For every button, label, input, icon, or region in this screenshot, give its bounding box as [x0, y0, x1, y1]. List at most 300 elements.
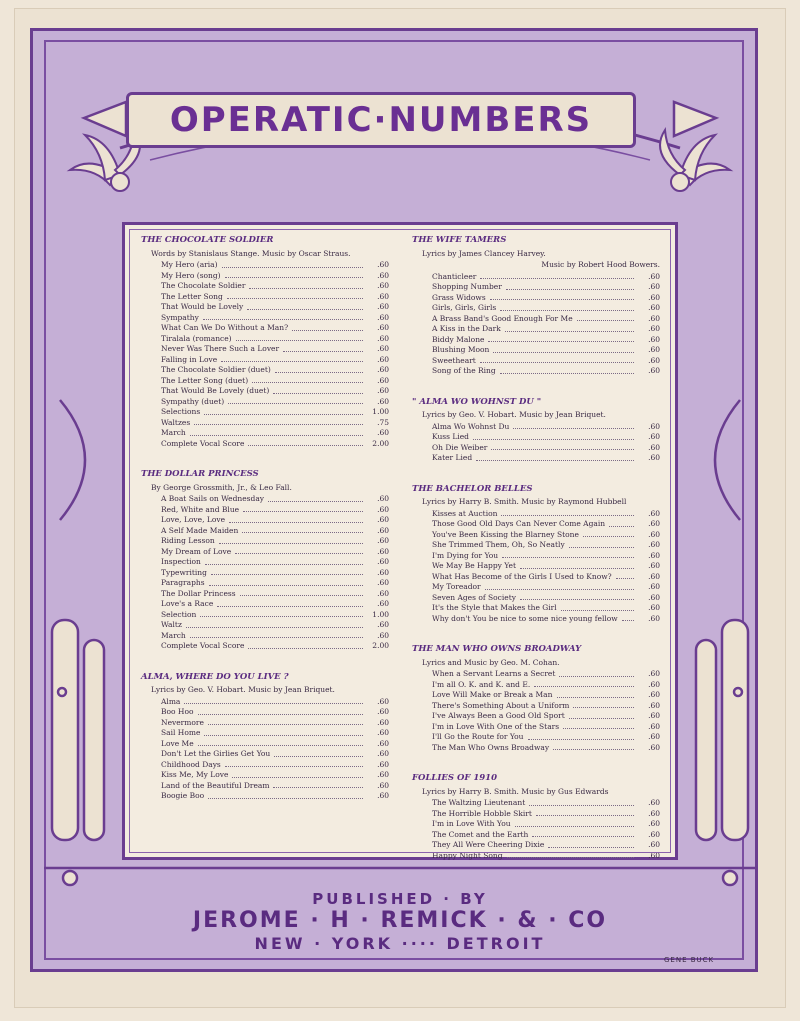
song-title: Red, White and Blue — [161, 504, 240, 514]
song-title: A Brass Band's Good Enough For Me — [432, 313, 573, 323]
song-price: .60 — [377, 759, 389, 769]
song-price: .60 — [377, 260, 389, 269]
song-title: Seven Ages of Society — [432, 592, 516, 602]
section-credit: Lyrics by James Clancey Harvey. — [422, 248, 546, 258]
dot-leader — [222, 260, 363, 268]
dot-leader — [490, 293, 634, 301]
dot-leader — [507, 851, 634, 859]
song-price: .60 — [377, 599, 389, 608]
song-title: The Waltzing Lieutenant — [432, 798, 526, 807]
song-row — [161, 578, 389, 589]
dot-leader — [520, 593, 634, 601]
song-price: 1.00 — [372, 407, 389, 416]
dot-leader — [190, 428, 363, 436]
song-row — [432, 453, 660, 464]
dot-leader — [225, 271, 363, 279]
song-row — [161, 791, 389, 802]
song-row — [432, 314, 660, 325]
song-price: .60 — [648, 292, 660, 302]
song-price: .60 — [648, 442, 660, 452]
song-price: 2.00 — [372, 438, 389, 448]
song-price: .60 — [648, 432, 660, 441]
song-price: .60 — [377, 291, 389, 301]
section-title: THE WIFE TAMERS — [412, 235, 507, 245]
song-row — [161, 281, 389, 292]
dot-leader — [204, 407, 363, 415]
song-row — [432, 722, 660, 733]
song-row — [161, 760, 389, 771]
song-row — [432, 701, 660, 712]
song-price: .60 — [377, 375, 389, 385]
song-title: Love, Love, Love — [161, 515, 226, 524]
dot-leader — [243, 505, 363, 513]
song-price: .60 — [648, 508, 660, 518]
song-title: What Has Become of the Girls I Used to Know? — [432, 571, 612, 581]
song-title: Sympathy — [161, 312, 199, 322]
publisher-cities: NEW · YORK ···· DETROIT — [254, 934, 546, 953]
song-row — [161, 697, 389, 708]
dot-leader — [502, 551, 634, 559]
song-row — [432, 432, 660, 443]
dot-leader — [273, 386, 363, 394]
song-price: .60 — [648, 529, 660, 539]
song-row — [432, 561, 660, 572]
song-title: Waltzes — [161, 417, 191, 427]
song-title: Oh Die Weiber — [432, 442, 488, 452]
song-title: The Dollar Princess — [161, 588, 236, 598]
song-title: Selection — [161, 609, 197, 619]
song-row — [161, 344, 389, 355]
song-row — [161, 557, 389, 568]
song-title: March — [161, 630, 186, 640]
song-price: .60 — [377, 302, 389, 311]
song-price: .60 — [648, 519, 660, 528]
song-row — [432, 614, 660, 625]
song-price: .60 — [377, 546, 389, 556]
song-row — [161, 494, 389, 505]
song-price: .60 — [648, 829, 660, 839]
song-title: Love's a Race — [161, 599, 214, 608]
section-title: THE BACHELOR BELLES — [412, 483, 533, 494]
song-row — [161, 407, 389, 418]
dot-leader — [515, 819, 634, 827]
dot-leader — [485, 582, 634, 590]
song-price: .60 — [377, 525, 389, 535]
dot-leader — [559, 669, 634, 677]
song-price: .60 — [648, 819, 660, 828]
song-title: I've Always Been a Good Old Sport — [432, 711, 565, 720]
dot-leader — [534, 680, 634, 688]
song-row — [432, 293, 660, 304]
song-row — [432, 303, 660, 314]
song-row — [432, 819, 660, 830]
song-row — [432, 443, 660, 454]
song-title: Kisses at Auction — [432, 508, 498, 518]
dot-leader — [557, 690, 635, 698]
song-price: .60 — [377, 515, 389, 524]
song-title: My Dream of Love — [161, 546, 232, 556]
song-title: Waltz — [161, 620, 182, 629]
dot-leader — [583, 530, 634, 538]
song-title: My Hero (song) — [161, 270, 221, 280]
song-title: The Letter Song (duet) — [161, 375, 249, 385]
dot-leader — [577, 314, 634, 322]
dot-leader — [292, 323, 363, 331]
song-price: .60 — [648, 679, 660, 689]
song-row — [161, 599, 389, 610]
dot-leader — [616, 572, 634, 580]
dot-leader — [569, 540, 634, 548]
section-title: THE CHOCOLATE SOLDIER — [141, 235, 274, 245]
song-row — [432, 335, 660, 346]
song-price: .60 — [648, 540, 660, 549]
song-title: Inspection — [161, 557, 201, 566]
section-credit: Lyrics by Geo. V. Hobart. Music by Jean Briquet. — [422, 410, 606, 419]
section-title: ALMA, WHERE DO YOU LIVE ? — [141, 671, 289, 682]
dot-leader — [553, 743, 634, 751]
song-title: The Chocolate Soldier (duet) — [161, 365, 271, 374]
song-title: There's Something About a Uniform — [432, 700, 570, 710]
dot-leader — [235, 547, 363, 555]
dot-leader — [232, 770, 363, 778]
song-row — [161, 386, 389, 397]
dot-leader — [480, 356, 634, 364]
song-title: Never Was There Such a Lover — [161, 344, 280, 353]
song-price: .60 — [648, 840, 660, 849]
dot-leader — [221, 355, 363, 363]
song-title: Selections — [161, 407, 201, 416]
song-row — [432, 732, 660, 743]
dot-leader — [236, 334, 363, 342]
section-credit: By George Grossmith, Jr., & Leo Fall. — [151, 482, 292, 492]
song-row — [161, 781, 389, 792]
song-row — [161, 313, 389, 324]
song-price: .60 — [377, 428, 389, 437]
title-plate — [126, 92, 636, 148]
song-row — [161, 515, 389, 526]
song-price: .60 — [377, 270, 389, 280]
song-row — [161, 770, 389, 781]
dot-leader — [501, 509, 634, 517]
song-price: .60 — [648, 334, 660, 344]
dot-leader — [273, 781, 363, 789]
dot-leader — [205, 557, 363, 565]
song-price: .60 — [377, 396, 389, 406]
song-title: Falling in Love — [161, 354, 218, 364]
song-title: Alma — [161, 696, 181, 706]
song-title: When a Servant Learns a Secret — [432, 669, 556, 678]
song-title: Tiralala (romance) — [161, 333, 232, 343]
song-row — [161, 418, 389, 429]
catalog-panel — [122, 222, 678, 860]
song-price: .60 — [377, 386, 389, 395]
left-column — [141, 235, 389, 802]
song-row — [161, 707, 389, 718]
song-price: .60 — [377, 333, 389, 343]
song-title: Those Good Old Days Can Never Come Again — [432, 519, 606, 528]
section-credit: Lyrics by Harry B. Smith. Music by Gus Edwards — [422, 786, 609, 796]
song-title: What Can We Do Without a Man? — [161, 323, 289, 332]
dot-leader — [500, 366, 634, 374]
song-title: She Trimmed Them, Oh, So Neatly — [432, 540, 565, 549]
dot-leader — [536, 809, 634, 817]
dot-leader — [268, 494, 363, 502]
song-price: .60 — [648, 850, 660, 860]
song-price: .60 — [377, 717, 389, 727]
song-title: The Letter Song — [161, 291, 223, 301]
dot-leader — [249, 281, 363, 289]
song-row — [432, 345, 660, 356]
song-price: .60 — [648, 324, 660, 333]
song-row — [161, 589, 389, 600]
song-title: Paragraphs — [161, 578, 205, 587]
dot-leader — [203, 313, 363, 321]
dot-leader — [275, 365, 363, 373]
section-title: " ALMA WO WOHNST DU " — [412, 396, 542, 407]
song-price: .60 — [648, 421, 660, 431]
song-row — [161, 428, 389, 439]
song-price: .60 — [377, 354, 389, 364]
song-price: .60 — [648, 808, 660, 818]
dot-leader — [622, 614, 634, 622]
dot-leader — [569, 711, 634, 719]
song-title: Chanticleer — [432, 271, 477, 281]
dot-leader — [208, 791, 363, 799]
song-row — [432, 711, 660, 722]
dot-leader — [217, 599, 363, 607]
song-price: .60 — [648, 592, 660, 602]
song-price: .60 — [648, 282, 660, 291]
song-title: I'm Dying for You — [432, 550, 499, 560]
song-title: Nevermore — [161, 717, 204, 727]
song-row — [432, 366, 660, 377]
song-price: .60 — [648, 561, 660, 570]
song-price: .60 — [377, 344, 389, 353]
song-price: .60 — [377, 312, 389, 322]
publisher-name: JEROME · H · REMICK · & · CO — [192, 908, 608, 933]
song-title: We May Be Happy Yet — [432, 561, 517, 570]
song-title: Biddy Malone — [432, 334, 485, 344]
song-title: Kuss Lied — [432, 432, 469, 441]
song-row — [432, 669, 660, 680]
song-row — [432, 809, 660, 820]
song-title: Why don't You be nice to some nice young fellow — [432, 613, 618, 623]
song-row — [432, 540, 660, 551]
dot-leader — [184, 697, 363, 705]
song-title: A Self Made Maiden — [161, 525, 239, 535]
song-price: .60 — [648, 582, 660, 591]
song-title: Complete Vocal Score — [161, 641, 245, 650]
song-row — [161, 526, 389, 537]
song-price: .60 — [648, 313, 660, 323]
song-row — [161, 271, 389, 282]
song-title: That Would Be Lovely (duet) — [161, 386, 270, 395]
song-row — [432, 272, 660, 283]
dot-leader — [198, 739, 363, 747]
song-price: .60 — [648, 271, 660, 281]
song-price: .75 — [377, 417, 389, 427]
dot-leader — [488, 335, 634, 343]
song-price: .60 — [377, 791, 389, 800]
dot-leader — [473, 432, 634, 440]
song-row — [432, 743, 660, 754]
song-title: The Comet and the Earth — [432, 829, 529, 839]
song-row — [161, 610, 389, 621]
song-title: You've Been Kissing the Blarney Stone — [432, 529, 579, 539]
song-row — [432, 603, 660, 614]
song-title: March — [161, 428, 186, 437]
song-row — [161, 365, 389, 376]
song-price: .60 — [377, 620, 389, 629]
song-price: .60 — [648, 690, 660, 699]
song-title: Boogie Boo — [161, 791, 205, 800]
song-title: Childhood Days — [161, 759, 221, 769]
song-row — [432, 593, 660, 604]
song-price: .60 — [648, 453, 660, 462]
song-title: Grass Widows — [432, 292, 486, 302]
song-row — [432, 840, 660, 851]
song-price: .60 — [377, 494, 389, 503]
song-title: Happy Night Song — [432, 850, 503, 860]
song-row — [161, 739, 389, 750]
song-row — [432, 530, 660, 541]
song-price: .60 — [648, 303, 660, 312]
song-price: .60 — [648, 669, 660, 678]
song-row — [432, 282, 660, 293]
song-price: .60 — [648, 711, 660, 720]
song-price: .60 — [648, 798, 660, 807]
section-gap — [412, 377, 660, 397]
song-title: Sweetheart — [432, 355, 476, 365]
dot-leader — [252, 376, 363, 384]
dot-leader — [190, 631, 363, 639]
song-title: Sail Home — [161, 728, 201, 737]
song-title: Don't Let the Girlies Get You — [161, 749, 271, 758]
song-price: .60 — [377, 323, 389, 332]
song-row — [161, 620, 389, 631]
song-title: Riding Lesson — [161, 536, 215, 545]
dot-leader — [505, 324, 634, 332]
song-title: I'll Go the Route for You — [432, 732, 524, 741]
dot-leader — [225, 760, 363, 768]
dot-leader — [228, 397, 363, 405]
song-title: I'm in Love With One of the Stars — [432, 721, 560, 731]
dot-leader — [532, 830, 634, 838]
song-title: Alma Wo Wohnst Du — [432, 421, 510, 431]
dot-leader — [573, 701, 634, 709]
dot-leader — [513, 422, 634, 430]
song-row — [161, 631, 389, 642]
song-price: .60 — [648, 366, 660, 375]
dot-leader — [476, 453, 634, 461]
song-row — [161, 260, 389, 271]
song-price: .60 — [648, 603, 660, 612]
section-title: THE MAN WHO OWNS BROADWAY — [412, 644, 582, 654]
dot-leader — [561, 603, 634, 611]
song-price: 2.00 — [372, 641, 389, 650]
song-title: It's the Style that Makes the Girl — [432, 603, 557, 612]
dot-leader — [493, 345, 634, 353]
song-title: I'm all O. K. and K. and E. — [432, 679, 531, 689]
dot-leader — [548, 840, 634, 848]
song-price: .60 — [648, 355, 660, 365]
song-row — [161, 439, 389, 450]
song-row — [161, 728, 389, 739]
section-gap — [141, 652, 389, 672]
song-title: Kater Lied — [432, 453, 473, 462]
song-title: Typewriting — [161, 567, 207, 577]
song-title: My Hero (aria) — [161, 260, 218, 269]
page-title: OPERATIC·NUMBERS — [169, 100, 593, 140]
song-price: .60 — [648, 571, 660, 581]
song-row — [432, 830, 660, 841]
song-row — [161, 334, 389, 345]
dot-leader — [563, 722, 634, 730]
artist-signature: GENE BUCK — [664, 956, 715, 964]
song-title: A Kiss in the Dark — [432, 324, 501, 333]
song-price: .60 — [377, 281, 389, 290]
section-credit-music: Music by Robert Hood Bowers. — [541, 260, 660, 269]
dot-leader — [209, 578, 363, 586]
song-price: .60 — [648, 613, 660, 623]
section-credit: Lyrics by Harry B. Smith. Music by Raymond Hubbell — [422, 497, 627, 506]
song-price: .60 — [648, 742, 660, 752]
dot-leader — [248, 439, 363, 447]
song-row — [161, 376, 389, 387]
song-row — [432, 798, 660, 809]
song-row — [432, 582, 660, 593]
dot-leader — [240, 589, 363, 597]
dot-leader — [198, 707, 364, 715]
song-price: .60 — [648, 721, 660, 731]
dot-leader — [491, 443, 634, 451]
song-title: Love Me — [161, 738, 194, 748]
section-gap — [412, 753, 660, 773]
song-price: .60 — [377, 780, 389, 790]
song-row — [432, 851, 660, 862]
publisher-line-1: PUBLISHED · BY — [312, 890, 488, 908]
song-row — [161, 397, 389, 408]
dot-leader — [529, 798, 634, 806]
song-title: The Horrible Hobble Skirt — [432, 808, 532, 818]
song-row — [161, 749, 389, 760]
dot-leader — [480, 272, 634, 280]
song-title: A Boat Sails on Wednesday — [161, 494, 265, 503]
dot-leader — [274, 749, 363, 757]
song-price: .60 — [377, 728, 389, 737]
song-title: I'm in Love With You — [432, 819, 511, 828]
song-price: .60 — [377, 578, 389, 587]
song-price: .60 — [377, 557, 389, 566]
song-price: .60 — [377, 770, 389, 779]
song-row — [432, 324, 660, 335]
section-gap — [141, 449, 389, 469]
song-title: Sympathy (duet) — [161, 396, 225, 406]
song-row — [432, 680, 660, 691]
song-price: .60 — [648, 732, 660, 741]
dot-leader — [219, 536, 363, 544]
song-row — [161, 568, 389, 579]
song-row — [432, 572, 660, 583]
song-price: .60 — [648, 345, 660, 354]
dot-leader — [186, 620, 363, 628]
dot-leader — [609, 519, 634, 527]
section-credit: Words by Stanislaus Stange. Music by Oscar Straus. — [151, 248, 351, 258]
section-credit: Lyrics by Geo. V. Hobart. Music by Jean Briquet. — [151, 685, 335, 694]
dot-leader — [229, 515, 363, 523]
song-title: That Would be Lovely — [161, 302, 244, 311]
section-gap — [412, 464, 660, 484]
